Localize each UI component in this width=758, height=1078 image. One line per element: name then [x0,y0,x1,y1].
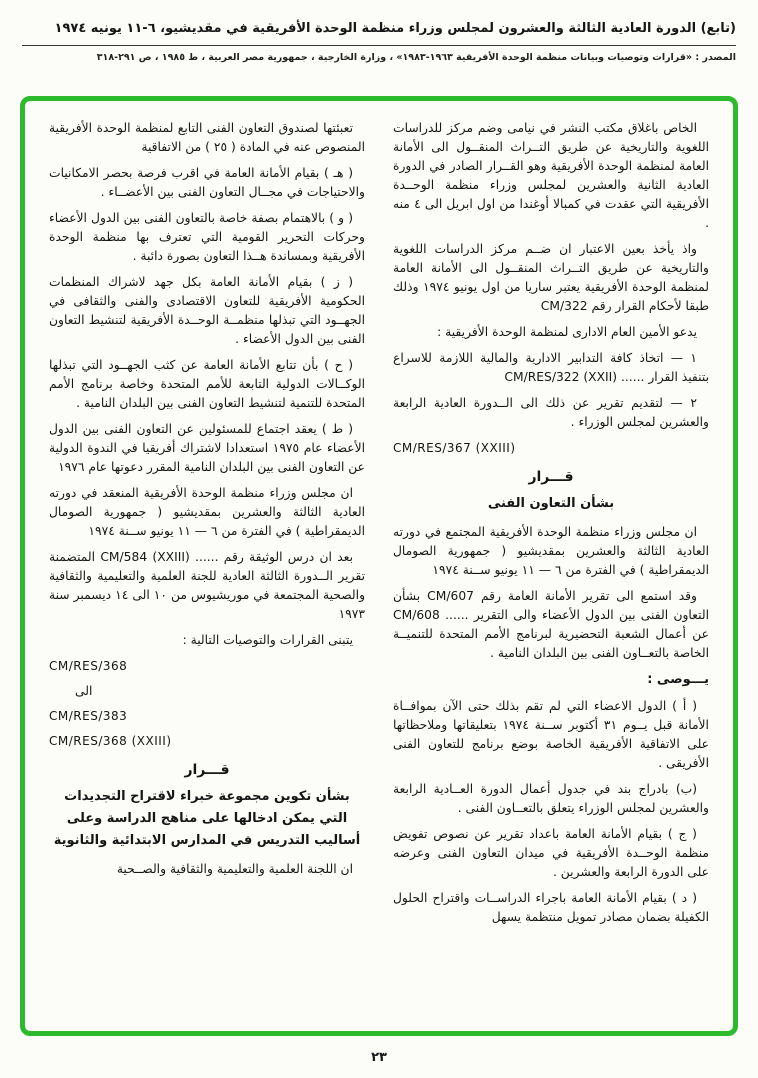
paragraph: ١ — اتخاذ كافة التدابير الادارية والمالية اللازمة للاسراع بتنفيذ القرار ...... CM/RES/322 (XXII) [393,351,709,384]
resolution-subject: بشأن التعاون الفنى [487,496,615,511]
paragraph: ان مجلس وزراء منظمة الوحدة الأفريقية المجتمع في دورته العادية الثالثة والعشرين بمقديشيو ( جمهورية الصومال الديمقراطية ) في الفترة من ٦ — ١١ يونيو ســنة ١٩٧٤ [393,525,709,577]
paragraph: ان اللجنة العلمية والتعليمية والثقافية والصــحية [116,862,353,876]
paragraph: ان مجلس وزراء منظمة الوحدة الأفريقية المنعقد في دورته العادية الثالثة والعشرين بمقديشيو ( جمهورية الصومال الديمقراطية ) في الفترة من ٦ — ١١ يونيو ســنة ١٩٧٤ [49,486,365,538]
right-text-column [393,119,709,1023]
paragraph: ( أ ) الدول الاعضاء التي لم تقم بذلك حتى الآن بموافــاة الأمانة قبل يــوم ٣١ أكتوبر ســنة ١٩٧٤ بتعليقاتها وملاحظاتها على الاتفاقية الأفريقية الخاصة بوضع برنامج للتعاون الفنى الأفريقى . [393,699,709,770]
session-title: (تابع) الدورة العادية الثالثة والعشرون لمجلس وزراء منظمة الوحدة الأفريقية في مقديشيو، ٦-١١ يونيه ١٩٧٤ [54,21,736,36]
paragraph: ( ح ) بأن تتابع الأمانة العامة عن كثب الجهــود التي تبذلها الوكــالات الدولية التابعة للأمم المتحدة وخاصة برنامج الأمم المتحدة للتنمية لتنشيط التعاون الفنى بين البلدان النامية . [49,358,365,410]
paragraph: ( ط ) يعقد اجتماع للمسئولين عن التعاون الفنى بين الدول الأعضاء عام ١٩٧٥ استعدادا لاشتراك أفريقيا في الندوة الدولية عن التعاون الفنى بين البلدان النامية المقرر دعوتها عام ١٩٧٦ [49,422,365,474]
paragraph: ( ج ) بقيام الأمانة العامة باعداد تقرير عن نصوص تفويض منظمة الوحــدة الأفريقية في ميدان التعاون الفنى وعرضه على الدورة الرابعة والعشرين . [393,827,709,879]
resolution-subject: بشأن تكوين مجموعة خبراء لاقتراح التجديدات التي يمكن ادخالها على مناهج الدراسة وعلى أساليب التدريس في المدارس الابتدائية والثانوية [53,789,361,848]
document-reference: CM/RES/368 [49,659,128,673]
paragraph: واذ يأخذ بعين الاعتبار ان ضــم مركز الدراسات اللغوية والتاريخية عن طريق التــراث المنقــول الى الأمانة العامة لمنظمة الوحدة الأفريقية يعتبر ساريا من اول يونيو ١٩٧٤ وذلك طبقا لأحكام القرار رقم CM/322 [393,242,709,313]
paragraph: ( هـ ) بقيام الأمانة العامة في اقرب فرصة بحصر الامكانيات والاحتياجات في مجــال التعاون الفنى بين الأعضــاء . [49,166,365,199]
paragraph: ٢ — لتقديم تقرير عن ذلك الى الــدورة العادية الرابعة والعشرين لمجلس الوزراء . [393,396,709,429]
green-border-frame [20,96,738,1036]
left-text-column [49,119,365,1023]
page-number: ٢٣ [371,1050,387,1065]
resolution-heading: قـــرار [528,469,574,485]
reference-connector: الى [75,684,93,698]
recommends-label: يـــوصى : [647,672,709,687]
page-header [22,20,736,64]
source-citation: المصدر : «قرارات وتوصيات وبيانات منظمة الوحدة الأفريقية ١٩٦٣-١٩٨٣» ، وزارة الخارجية ، جمهورية مصر العربية ، ط ١٩٨٥ ، ص ٢٩١-٣١٨ [96,52,736,63]
text-columns [49,119,709,1023]
resolution-heading: قـــرار [184,762,230,778]
header-divider [22,45,736,46]
paragraph: تعبئتها لصندوق التعاون الفنى التابع لمنظمة الوحدة الأفريقية المنصوص عنه في المادة ( ٢٥ ) من الاتفاقية [49,121,365,154]
paragraph: ( ز ) بقيام الأمانة العامة بكل جهد لاشراك المنظمات الحكومية الأفريقية للتعاون الاقتصادى والفنى والثقافى في الجهــود التي تبذلها منظمــة الوحــدة الأفريقية لتنشيط التعاون الفنى بين الدول الأعضاء . [49,275,365,346]
document-reference: CM/RES/383 [49,709,128,723]
paragraph: ( د ) بقيام الأمانة العامة باجراء الدراســات واقتراح الحلول الكفيلة بضمان مصادر تمويل منتظمة يسهل [393,891,709,924]
paragraph: وقد استمع الى تقرير الأمانة العامة رقم CM/607 بشأن التعاون الفنى بين الدول الأعضاء والى التقرير ...... CM/608 عن أعمال الشعبة التحضيرية لبرنامج الأمم المتحدة للتنميــة الخاصة بالتعــاون الفنى بين البلدان النامية . [393,589,709,660]
paragraph: (ب) بادراج بند في جدول أعمال الدورة العــادية الرابعة والعشرين لمجلس الوزراء يتعلق بالتعــاون الفنى . [393,782,709,815]
paragraph: ( و ) بالاهتمام بصفة خاصة بالتعاون الفنى بين الدول الأعضاء وحركات التحرير القومية التي تعترف بها منظمة الوحدة الأفريقية وبمساندة هــذا التعاون بصورة دائبة . [49,211,365,263]
paragraph: يتبنى القرارات والتوصيات التالية : [182,633,353,647]
paragraph: بعد ان درس الوثيقة رقم ...... CM/584 (XXIII) المتضمنة تقرير الــدورة الثالثة العادية للجنة العلمية والتعليمية والثقافية والصحية المجتمعة في موريشيوس من ١٠ الى ١٤ ديسمبر سنة ١٩٧٣ [49,550,366,621]
document-reference: CM/RES/367 (XXIII) [393,441,516,455]
paragraph: يدعو الأمين العام الادارى لمنظمة الوحدة الأفريقية : [437,325,697,339]
document-reference: CM/RES/368 (XXIII) [49,734,172,748]
paragraph: الخاص باغلاق مكتب النشر في نيامى وضم مركز للدراسات اللغوية والتاريخية عن طريق التــراث المنقــول الى الأمانة العامة لمنظمة الوحدة الأفريقية وهو القــرار الصادر في الدورة العادية الثانية والعشرين لمجلس وزراء منظمة الوحــدة الأفريقية التي عقدت في كمبالا أوغندا من اول ابريل الى ٤ منه . [393,121,709,230]
